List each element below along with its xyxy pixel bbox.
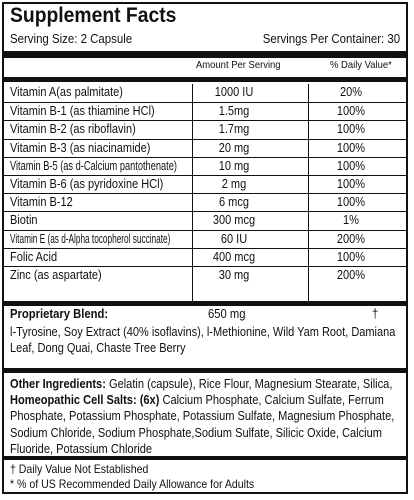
other-ingredients [10,376,406,457]
nutrient-amount: 20 mg [218,140,250,155]
asterisk-footnote: * % of US Recommended Daily Allowance for Adults [10,477,255,491]
nutrient-name: Folic Acid [10,249,58,264]
blend-divider [4,368,406,373]
nutrient-amount: 2 mg [221,176,247,191]
nutrient-dv: 100% [336,158,366,173]
proprietary-blend [10,307,400,356]
other-label: Other Ingredients: [10,377,106,391]
nutrient-dv: 100% [336,104,366,119]
footer-divider [4,456,406,460]
nutrient-row [4,84,406,102]
nutrient-name: Vitamin A(as palmitate) [10,85,123,99]
nutrient-row [4,102,406,120]
nutrient-amount: 60 IU [220,231,248,246]
nutrient-name: Zinc (as aspartate) [10,267,102,282]
nutrient-row [4,211,406,229]
nutrient-name: Vitamin B-1 (as thiamine HCl) [10,104,155,119]
nutrient-name: Vitamin B-12 [10,195,73,210]
serving-size: Serving Size: 2 Capsule [10,31,133,46]
nutrient-amount: 400 mcg [212,249,256,264]
nutrient-dv: 100% [336,122,366,137]
nutrient-amount: 300 mcg [212,213,256,228]
nutrient-row [4,175,406,193]
header-divider [4,77,406,82]
nutrient-dv: 100% [336,176,366,191]
cell-salts-label: Homeopathic Cell Salts: (6x) [10,393,160,408]
dagger-footnote: † Daily Value Not Established [10,462,149,476]
proprietary-amount: 650 mg [208,307,246,321]
nutrient-amount: 10 mg [218,158,250,173]
panel-title: Supplement Facts [10,4,177,27]
nutrient-row [4,248,406,266]
nutrient-amount: 1000 IU [214,85,254,99]
amount-column-header: Amount Per Serving [196,59,281,71]
nutrient-dv: 100% [336,140,366,155]
nutrient-name: Vitamin E (as d-Alpha tocopherol succinate) [10,231,171,246]
nutrient-dv: 200% [336,231,366,246]
nutrient-row [4,120,406,138]
nutrient-row [4,230,406,248]
other-text-1: Gelatin (capsule), Rice Flour, Magnesium Stearate, Silica, [105,377,393,391]
nutrient-table [4,84,406,284]
nutrient-row [4,157,406,175]
nutrient-amount: 30 mg [218,267,250,282]
daily-value-column-header: % Daily Value* [330,59,392,71]
proprietary-label: Proprietary Blend: [10,307,109,321]
servings-per-container: Servings Per Container: 30 [262,31,400,46]
nutrient-amount: 1.7mg [218,122,250,137]
nutrient-row [4,193,406,211]
nutrient-row [4,139,406,157]
proprietary-ingredients: l-Tyrosine, Soy Extract (40% isoflavins), l-Methionine, Wild Yam Root, Damiana Leaf, Dong Quai, Chaste Tree Berry [10,325,396,355]
nutrient-dv: 20% [339,85,363,99]
supplement-facts-panel [2,2,408,494]
nutrient-name: Biotin [10,213,38,228]
nutrient-name: Vitamin B-6 (as pyridoxine HCl) [10,176,164,191]
nutrient-dv: 200% [336,267,366,282]
other-text-2: Calcium Phosphate, Calcium Sulfate, Ferrum Phosphate, Potassium Phosphate, Potassium Sulfate, Magnesium Phosphate, Sodium Chloride, Sodium Phosphate,Sodium Sulfate, Silicic Oxide, Calcium Fluoride, Potassium Chloride [10,393,395,456]
nutrient-name: Vitamin B-3 (as niacinamide) [10,140,151,155]
nutrient-amount: 6 mcg [219,195,249,210]
thick-divider [4,51,406,58]
nutrient-dv: 100% [336,195,366,210]
nutrient-name: Vitamin B-5 (as d-Calcium pantothenate) [10,158,177,173]
nutrient-dv: 100% [336,249,366,264]
nutrient-name: Vitamin B-2 (as riboflavin) [10,122,136,137]
nutrient-row [4,266,406,284]
nutrient-dv: 1% [343,213,359,228]
nutrient-amount: 1.5mg [218,104,250,119]
table-bottom-divider [4,301,406,306]
proprietary-dv: † [372,307,379,321]
